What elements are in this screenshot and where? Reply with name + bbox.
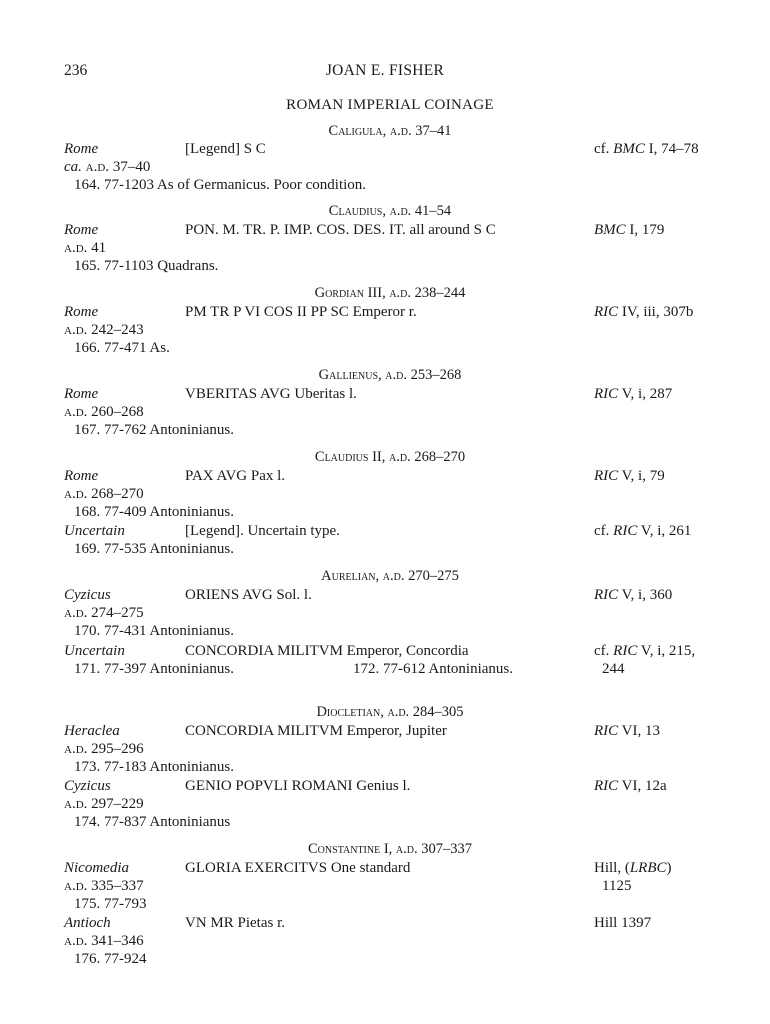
catalog-entry: 165. 77-1103 Quadrans.: [74, 258, 219, 274]
coin-date: a.d. 341–346: [64, 933, 144, 949]
reference: RIC V, i, 360: [594, 587, 673, 603]
coin-row: [64, 140, 714, 158]
mint: Nicomedia: [64, 860, 129, 876]
reference: cf. RIC V, i, 215,: [594, 643, 696, 659]
coin-legend: GENIO POPVLI ROMANI Genius l.: [185, 778, 411, 794]
mint: Uncertain: [64, 643, 125, 659]
coin-date: a.d. 268–270: [64, 486, 144, 502]
ruler-heading-aurelian: Aurelian, a.d. 270–275: [321, 568, 459, 584]
ruler-heading-caligula: Caligula, a.d. 37–41: [328, 123, 452, 139]
coin-legend: [Legend] S C: [185, 141, 266, 157]
catalog-entry: 174. 77-837 Antoninianus: [74, 814, 231, 830]
coin-date: a.d. 274–275: [64, 605, 144, 621]
mint: Uncertain: [64, 523, 125, 539]
ruler-heading-constantine: Constantine I, a.d. 307–337: [308, 841, 472, 857]
coin-row: [64, 303, 714, 321]
catalog-entry: 175. 77-793: [74, 896, 147, 912]
mint: Cyzicus: [64, 587, 111, 603]
mint: Rome: [64, 222, 99, 238]
coin-row: [64, 777, 714, 795]
catalog-entry: 171. 77-397 Antoninianus.: [74, 661, 234, 677]
section-title: ROMAN IMPERIAL COINAGE: [286, 97, 494, 113]
reference: cf. RIC V, i, 261: [594, 523, 692, 539]
catalog-entry: 176. 77-924: [74, 951, 147, 967]
reference: Hill, (LRBC): [594, 860, 672, 876]
coin-legend: ORIENS AVG Sol. l.: [185, 587, 312, 603]
coin-legend: CONCORDIA MILITVM Emperor, Concordia: [185, 643, 469, 659]
page-number: 236: [64, 62, 88, 79]
coin-legend: PM TR P VI COS II PP SC Emperor r.: [185, 304, 417, 320]
coin-date: a.d. 295–296: [64, 741, 144, 757]
coin-date: ca. a.d. 37–40: [64, 159, 151, 175]
catalog-entry: 172. 77-612 Antoninianus.: [353, 661, 513, 677]
reference: RIC VI, 13: [594, 723, 660, 739]
ruler-heading-claudius-ii: Claudius II, a.d. 268–270: [314, 449, 466, 465]
reference-continuation: 244: [602, 661, 625, 677]
coin-row: [64, 586, 714, 604]
coin-row: [64, 467, 714, 485]
mint: Rome: [64, 141, 99, 157]
ruler-heading-gordian: Gordian III, a.d. 238–244: [314, 285, 466, 301]
running-head: JOAN E. FISHER: [325, 62, 445, 79]
coin-row: [64, 914, 714, 932]
reference: cf. BMC I, 74–78: [594, 141, 699, 157]
catalog-entry: 169. 77-535 Antoninianus.: [74, 541, 234, 557]
reference: RIC V, i, 79: [594, 468, 665, 484]
ruler-heading-diocletian: Diocletian, a.d. 284–305: [316, 704, 464, 720]
reference: Hill 1397: [594, 915, 652, 931]
reference: RIC IV, iii, 307b: [594, 304, 694, 320]
coin-legend: GLORIA EXERCITVS One standard: [185, 860, 411, 876]
mint: Antioch: [64, 915, 111, 931]
mint: Rome: [64, 468, 99, 484]
ruler-heading-claudius: Claudius, a.d. 41–54: [328, 203, 452, 219]
coin-date: a.d. 260–268: [64, 404, 144, 420]
coin-row: [64, 385, 714, 403]
coin-row: [64, 859, 714, 877]
coin-date: a.d. 242–243: [64, 322, 144, 338]
mint: Rome: [64, 304, 99, 320]
catalog-entry: 173. 77-183 Antoninianus.: [74, 759, 234, 775]
catalog-entry: 170. 77-431 Antoninianus.: [74, 623, 234, 639]
coin-legend: VBERITAS AVG Uberitas l.: [185, 386, 357, 402]
catalog-entry: 168. 77-409 Antoninianus.: [74, 504, 234, 520]
catalog-entry: 164. 77-1203 As of Germanicus. Poor condition.: [74, 177, 367, 193]
coin-row: [64, 722, 714, 740]
coin-legend: CONCORDIA MILITVM Emperor, Jupiter: [185, 723, 447, 739]
ruler-heading-gallienus: Gallienus, a.d. 253–268: [318, 367, 462, 383]
mint: Heraclea: [64, 723, 120, 739]
mint: Cyzicus: [64, 778, 111, 794]
coin-date: a.d. 335–337: [64, 878, 144, 894]
reference-continuation: 1125: [602, 878, 632, 894]
reference: RIC VI, 12a: [594, 778, 667, 794]
reference: BMC I, 179: [594, 222, 665, 238]
coin-row: [64, 221, 714, 239]
catalog-entry: 166. 77-471 As.: [74, 340, 170, 356]
coin-row: [64, 522, 714, 540]
coin-legend: [Legend]. Uncertain type.: [185, 523, 340, 539]
coin-legend: PON. M. TR. P. IMP. COS. DES. IT. all around S C: [185, 222, 496, 238]
coin-date: a.d. 297–229: [64, 796, 144, 812]
coin-legend: VN MR Pietas r.: [185, 915, 286, 931]
reference: RIC V, i, 287: [594, 386, 673, 402]
coin-legend: PAX AVG Pax l.: [185, 468, 286, 484]
mint: Rome: [64, 386, 99, 402]
coin-date: a.d. 41: [64, 240, 107, 256]
catalog-entry: 167. 77-762 Antoninianus.: [74, 422, 234, 438]
coin-row: [64, 642, 714, 660]
